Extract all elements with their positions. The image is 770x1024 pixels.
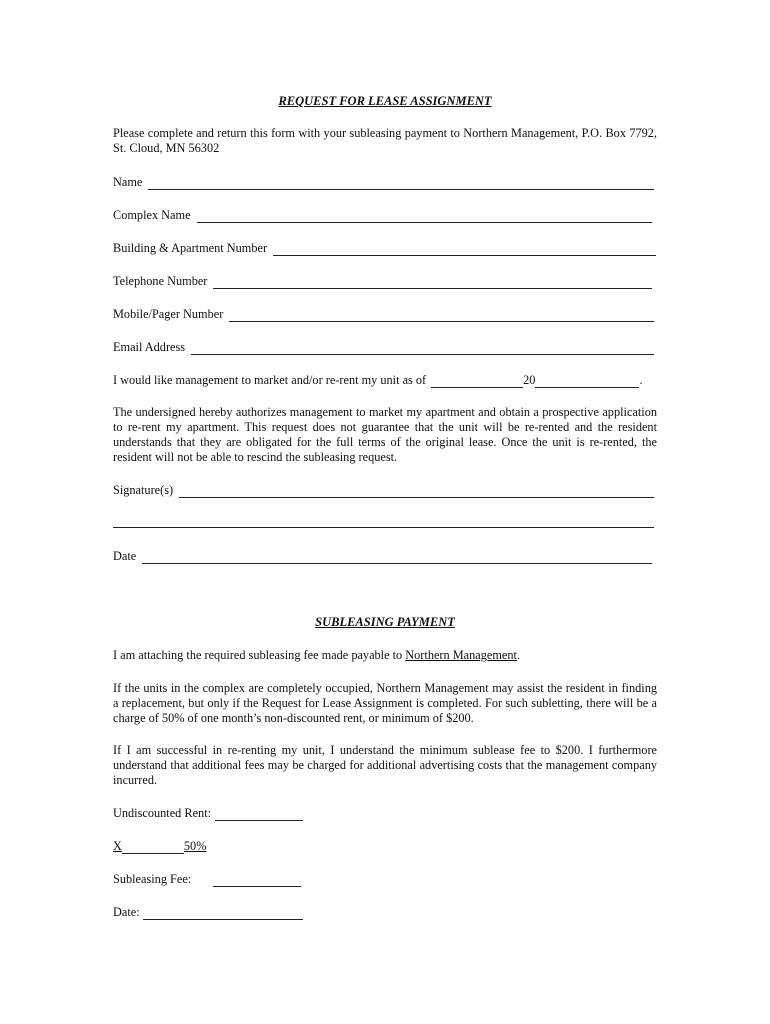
market-date-century: 20 <box>523 373 536 387</box>
multiplier-gap-line <box>122 841 184 854</box>
multiplier-percent: 50% <box>183 839 207 853</box>
complex-name-row <box>113 207 652 223</box>
multiplier-x: X <box>113 839 122 853</box>
attach-paragraph <box>113 648 657 663</box>
intro-paragraph: Please complete and return this form with your subleasing payment to Northern Management, P.O. Box 7792, St. Cloud, MN 56302 <box>113 126 657 155</box>
success-paragraph: If I am successful in re-renting my unit, I understand the minimum sublease fee to $200. I furthermore understand that additional fees may be charged for additional advertising costs that the management company incurred. <box>113 743 657 787</box>
building-apartment-row <box>113 240 656 256</box>
market-date-month-line[interactable] <box>431 375 523 388</box>
signature-row <box>113 482 654 498</box>
building-apartment-label: Building & Apartment Number <box>113 241 268 255</box>
attach-prefix: I am attaching the required subleasing fee made payable to <box>113 648 406 662</box>
payment-date-line[interactable] <box>143 907 303 920</box>
multiplier-row <box>113 838 233 854</box>
attach-suffix: . <box>516 648 521 662</box>
subleasing-fee-label: Subleasing Fee: <box>113 872 192 886</box>
subleasing-fee-line[interactable] <box>213 874 301 887</box>
complex-name-input-line[interactable] <box>197 210 652 223</box>
undiscounted-rent-row <box>113 805 313 821</box>
email-row <box>113 339 654 355</box>
authorization-paragraph: The undersigned hereby authorizes management to market my apartment and obtain a prospective application to re-rent my apartment. This request does not guarantee that the unit will be re-rented and the resident understands that they are obligated for the full terms of the original lease. Once the unit is re-rented, the resident will not be able to rescind the subleasing request. <box>113 405 657 464</box>
mobile-pager-label: Mobile/Pager Number <box>113 307 224 321</box>
undiscounted-rent-line[interactable] <box>215 808 303 821</box>
telephone-label: Telephone Number <box>113 274 208 288</box>
name-field-row <box>113 174 654 190</box>
email-input-line[interactable] <box>191 342 654 355</box>
signature-input-line[interactable] <box>179 485 654 498</box>
email-label: Email Address <box>113 340 186 354</box>
name-input-line[interactable] <box>148 177 654 190</box>
name-label: Name <box>113 175 143 189</box>
payee-name: Northern Management <box>405 648 517 662</box>
market-date-row <box>113 372 658 388</box>
telephone-input-line[interactable] <box>213 276 652 289</box>
payment-title: SUBLEASING PAYMENT <box>315 615 455 629</box>
second-signature-line[interactable] <box>113 527 654 528</box>
date-row <box>113 548 652 564</box>
date-input-line[interactable] <box>142 551 652 564</box>
mobile-pager-row <box>113 306 654 322</box>
market-date-period: . <box>639 373 643 387</box>
undiscounted-rent-label: Undiscounted Rent: <box>113 806 212 820</box>
building-apartment-input-line[interactable] <box>273 243 656 256</box>
complex-name-label: Complex Name <box>113 208 191 222</box>
form-title: REQUEST FOR LEASE ASSIGNMENT <box>278 94 492 108</box>
signature-label: Signature(s) <box>113 483 174 497</box>
mobile-pager-input-line[interactable] <box>229 309 654 322</box>
subleasing-fee-row <box>113 871 313 887</box>
payment-date-label: Date: <box>113 905 140 919</box>
telephone-row <box>113 273 652 289</box>
market-date-label: I would like management to market and/or re-rent my unit as of <box>113 373 427 387</box>
date-label: Date <box>113 549 137 563</box>
occupied-paragraph: If the units in the complex are completely occupied, Northern Management may assist the resident in finding a replacement, but only if the Request for Lease Assignment is completed. For such subletting, there will be a charge of 50% of one month’s non-discounted rent, or minimum of $200. <box>113 681 657 725</box>
market-date-year-line[interactable] <box>535 375 639 388</box>
payment-date-row <box>113 904 313 920</box>
